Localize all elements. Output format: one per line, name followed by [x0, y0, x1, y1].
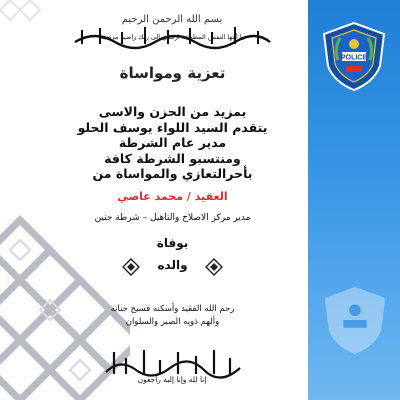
recipient-fullname: محمد عاصي — [117, 190, 184, 203]
palestinian-police-emblem-watermark-icon — [320, 285, 390, 355]
condolence-message — [30, 104, 315, 182]
svg-text:POLICE: POLICE — [340, 54, 368, 62]
deceased-prefix: بوفاة — [156, 236, 189, 250]
relation-label: والده — [157, 258, 188, 272]
message-line: يتقدم السيد اللواء يوسف الحلو — [77, 119, 268, 135]
condolence-card — [30, 8, 315, 392]
message-line: مدير عام الشرطة — [118, 135, 227, 150]
quran-verse-calligraphy-icon — [100, 338, 245, 384]
palestinian-police-emblem-icon — [318, 20, 390, 92]
page-title: تعزية ومواساة — [119, 64, 226, 82]
recipient-name — [30, 190, 315, 203]
recipient-position: مدير مركز الاصلاح والتاهيل – شرطة جنين — [94, 213, 251, 223]
recipient-rank: العقيد — [194, 190, 228, 203]
message-line: بأحرالتعازي والمواساة من — [92, 166, 253, 181]
svg-text:بسم الله الرحمن الرحيم: بسم الله الرحمن الرحيم — [121, 14, 223, 25]
prayer-line: رحم الله الفقيد وأسكنه فسيح جنانه — [110, 304, 235, 314]
basmala-calligraphy-icon — [70, 8, 275, 50]
diamond-ornament-icon — [205, 258, 223, 276]
message-line: بمزيد من الحزن والاسى — [98, 104, 247, 119]
prayer-line: وألهم ذويه الصبر والسلوان — [125, 317, 220, 327]
svg-text:إنا لله وإنا إليه راجعون: إنا لله وإنا إليه راجعون — [137, 375, 207, 384]
svg-text:يا أيتها النفس المطمئنة ارجعي: يا أيتها النفس المطمئنة ارجعي إلى ربك راضية مرضية — [100, 33, 244, 41]
name-separator: / — [186, 190, 191, 203]
prayer-text — [30, 303, 315, 329]
message-line: ومنتسبو الشرطة كافة — [104, 150, 241, 166]
